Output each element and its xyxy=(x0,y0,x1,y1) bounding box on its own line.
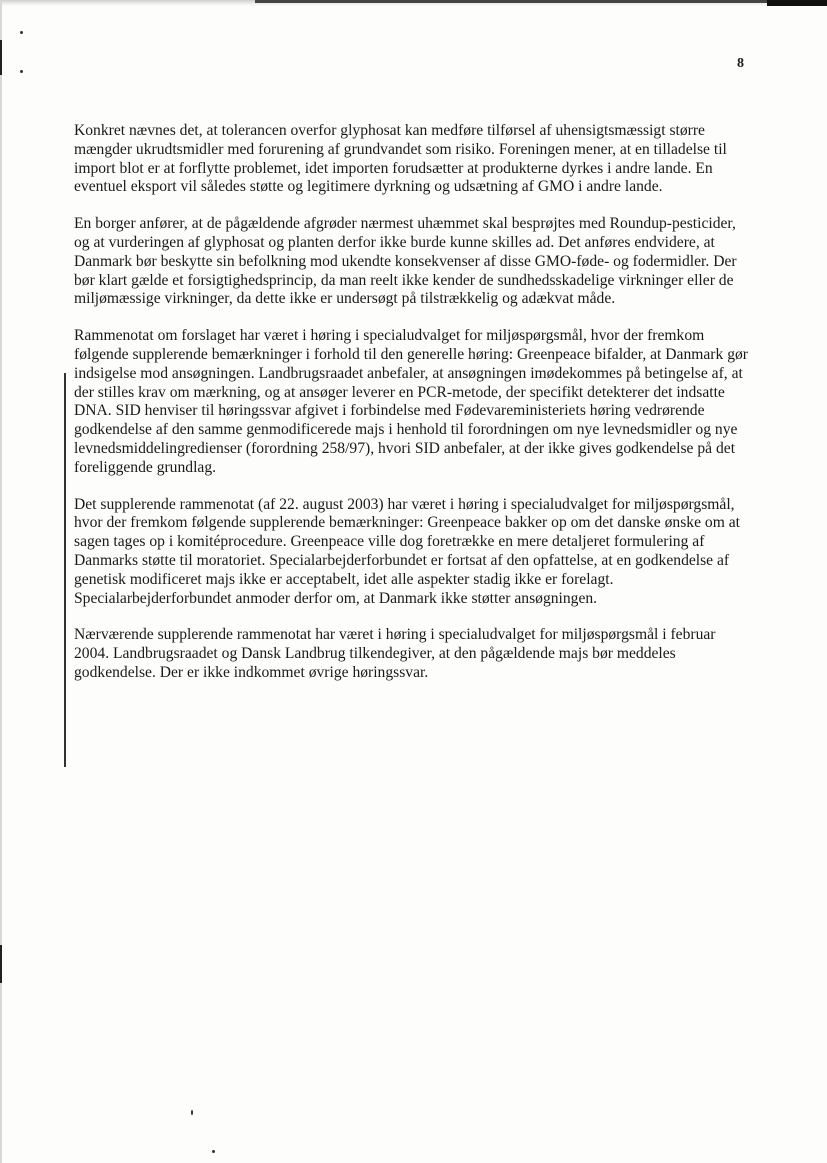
scan-speck xyxy=(212,1150,215,1153)
scan-left-mark xyxy=(0,945,2,983)
paragraph: Nærværende supplerende rammenotat har været i høring i specialudvalget for miljøspørgsmål i februar 2004. Landbrugsraadet og Dansk Landbrug tilkendegiver, at den pågældende majs bør meddeles godkendelse. Der er ikke indkommet øvrige høringssvar. xyxy=(74,626,716,681)
scan-speck xyxy=(191,1110,193,1115)
scan-speck xyxy=(20,70,23,73)
document-body xyxy=(74,122,749,701)
paragraph: Det supplerende rammenotat (af 22. august 2003) har været i høring i specialudvalget for miljøspørgsmål, hvor der fremkom følgende supplerende bemærkninger: Greenpeace bakker op om det danske ønske om at sagen tages op i komitéprocedure. Greenpeace ville dog foretrække en mere detaljeret formulering af Danmarks støtte til moratoriet. Specialarbejderforbundet er fortsat af den opfattelse, at en godkendelse af genetisk modificeret majs ikke er acceptabelt, idet alle aspekter stadig ikke er forelagt. Specialarbejderforbundet anmoder derfor om, at Danmark ikke støtter ansøgningen. xyxy=(74,495,740,607)
scan-speck xyxy=(20,31,23,34)
paragraph: En borger anfører, at de pågældende afgrøder nærmest uhæmmet skal besprøjtes med Roundup-pesticider, og at vurderingen af glyphosat og planten derfor ikke burde kunne skilles ad. Det anføres endvidere, at Danmark bør beskytte sin befolkning mod ukendte konsekvenser af disse GMO-føde- og fodermidler. Der bør klart gælde et forsigtighedsprincip, da man reelt ikke kender de sundhedsskadelige virkninger eller de miljømæssige virkninger, da dette ikke er undersøgt på tilstrækkelig og adækvat måde. xyxy=(74,215,737,308)
scan-left-edge xyxy=(0,0,2,1163)
scan-top-shadow xyxy=(255,0,827,3)
scan-corner-shadow xyxy=(767,0,827,6)
scan-left-mark xyxy=(0,40,2,75)
page-number: 8 xyxy=(737,56,744,71)
paragraph: Konkret nævnes det, at tolerancen overfor glyphosat kan medføre tilførsel af uhensigtsmæssigt større mængder ukrudtsmidler med forurening af grundvandet som risiko. Foreningen mener, at en tilladelse til import blot er at forflytte problemet, idet importen forudsætter at produkterne dyrkes i andre lande. En eventuel eksport vil således støtte og legitimere dyrkning og udsætning af GMO i andre lande. xyxy=(74,122,727,196)
revision-margin-bar xyxy=(64,373,66,767)
paragraph: Rammenotat om forslaget har været i høring i specialudvalget for miljøspørgsmål, hvor der fremkom følgende supplerende bemærkninger i forhold til den generelle høring: Greenpeace bifalder, at Danmark gør indsigelse mod ansøgningen. Landbrugsraadet anbefaler, at ansøgningen imødekommes på betingelse af, at der stilles krav om mærkning, og at ansøger leverer en PCR-metode, der specifikt detekterer det indsatte DNA. SID henviser til høringssvar afgivet i forbindelse med Fødevareministeriets høring vedrørende godkendelse af den samme genmodificerede majs i henhold til forordningen om nye levnedsmidler og nye levnedsmiddelingredienser (forordning 258/97), hvori SID anbefaler, at der ikke gives godkendelse på det foreliggende grundlag. xyxy=(74,327,748,476)
